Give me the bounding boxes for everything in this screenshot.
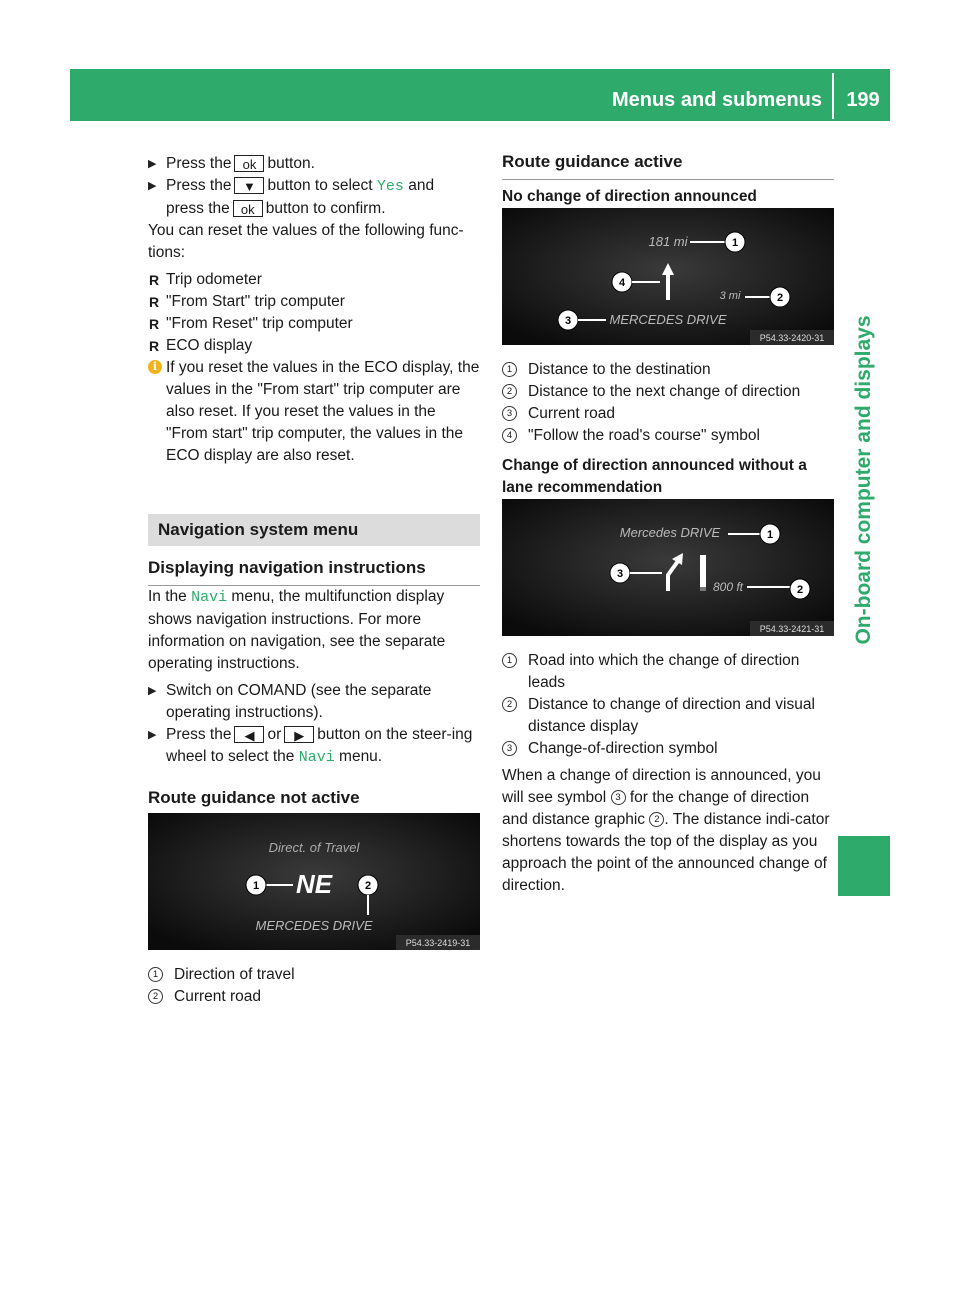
legend-item: 1 Direction of travel	[148, 964, 480, 986]
side-tab-label: On-board computer and displays	[852, 315, 875, 645]
page-number: 199	[846, 89, 880, 111]
svg-text:2: 2	[796, 584, 804, 596]
reset-intro: You can reset the values of the following func-tions:	[148, 222, 464, 261]
down-key-icon: ▼	[234, 177, 264, 194]
svg-text:3: 3	[616, 568, 624, 580]
img-road: MERCEDES DRIVE	[609, 312, 727, 327]
step-select-navi: ▶ Press the ◀ or ▶ button on the steer-ing wheel to select the Navi menu.	[148, 724, 480, 769]
svg-text:1: 1	[731, 237, 739, 249]
right-column	[502, 151, 834, 897]
header-title: Menus and submenus	[611, 89, 822, 111]
list-item: R "From Start" trip computer	[149, 293, 345, 310]
display-image-change	[502, 499, 834, 636]
list-item: R Trip odometer	[149, 271, 262, 288]
legend-item: 2 Distance to change of direction and visual distance display	[502, 694, 834, 738]
display-image-no-change	[502, 208, 834, 345]
info-icon: i	[148, 360, 162, 374]
display-image-not-active	[148, 813, 480, 950]
section-band: Navigation system menu	[148, 514, 480, 546]
img-distance: 181 mi	[648, 234, 688, 249]
img-road: MERCEDES DRIVE	[255, 918, 373, 933]
svg-text:4: 4	[618, 277, 626, 289]
navi-value: Navi	[298, 749, 335, 766]
img-code: P54.33-2420-31	[759, 333, 825, 343]
img-next-distance: 3 mi	[719, 290, 741, 302]
legend-item: 1 Distance to the destination	[502, 359, 834, 381]
nav-intro: In the Navi menu, the multifunction display shows navigation instructions. For more information on navigation, see the separate operating instructions.	[148, 588, 446, 672]
legend-item: 1 Road into which the change of direction leads	[502, 650, 834, 694]
header-separator	[832, 73, 834, 119]
legend-item: 2 Distance to the next change of direction	[502, 381, 834, 403]
img-road: Mercedes DRIVE	[619, 525, 721, 540]
left-column	[148, 153, 480, 1008]
img-title: Direct. of Travel	[268, 840, 360, 855]
ok-key-icon: ok	[233, 200, 263, 217]
legend-item: 3 Current road	[502, 403, 834, 425]
change-paragraph: When a change of direction is announced, you will see symbol 3 for the change of direction and distance graphic 2 . The distance indi-cator shortens towards the top of the display as you approach the point of the announced change of direction.	[502, 767, 830, 894]
svg-text:2: 2	[364, 880, 372, 892]
step-select-yes: ▶ Press the ▼ button to select Yes and press the ok button to confirm.	[148, 175, 480, 220]
left-key-icon: ◀	[234, 726, 264, 743]
step-switch-on: ▶ Switch on COMAND (see the separate operating instructions).	[148, 680, 480, 724]
subsection-heading: Change of direction announced without a lane recommendation	[502, 457, 807, 496]
ok-key-icon: ok	[234, 155, 264, 172]
right-key-icon: ▶	[284, 726, 314, 743]
yes-value: Yes	[376, 178, 404, 195]
list-item: R "From Reset" trip computer	[149, 315, 353, 332]
side-block	[838, 836, 890, 896]
legend-item: 4 "Follow the road's course" symbol	[502, 425, 834, 447]
subsection-heading: Route guidance not active	[148, 787, 480, 816]
svg-text:2: 2	[776, 292, 784, 304]
section-heading: Route guidance active	[502, 151, 834, 180]
img-code: P54.33-2421-31	[759, 624, 825, 634]
img-code: P54.33-2419-31	[405, 938, 471, 948]
svg-text:1: 1	[766, 529, 774, 541]
section-heading: Displaying navigation instructions	[148, 557, 480, 586]
step-press-ok: ▶ Press the ok button.	[148, 153, 480, 175]
symbol-2-icon: 2	[649, 812, 664, 827]
img-direction: NE	[295, 869, 333, 899]
legend-item: 2 Current road	[148, 986, 480, 1008]
img-distance: 800 ft	[712, 580, 744, 594]
navi-value: Navi	[191, 589, 228, 606]
info-note: i If you reset the values in the ECO display, the values in the "From start" trip computer are also reset. If you reset the values in the "From start" trip computer, the values in the ECO display are also reset.	[148, 357, 480, 467]
svg-text:1: 1	[252, 880, 260, 892]
svg-text:3: 3	[564, 315, 572, 327]
subsection-heading: No change of direction announced	[502, 188, 757, 205]
side-tab	[838, 130, 890, 830]
symbol-3-icon: 3	[611, 790, 626, 805]
legend-item: 3 Change-of-direction symbol	[502, 738, 834, 760]
list-item: R ECO display	[149, 337, 253, 354]
